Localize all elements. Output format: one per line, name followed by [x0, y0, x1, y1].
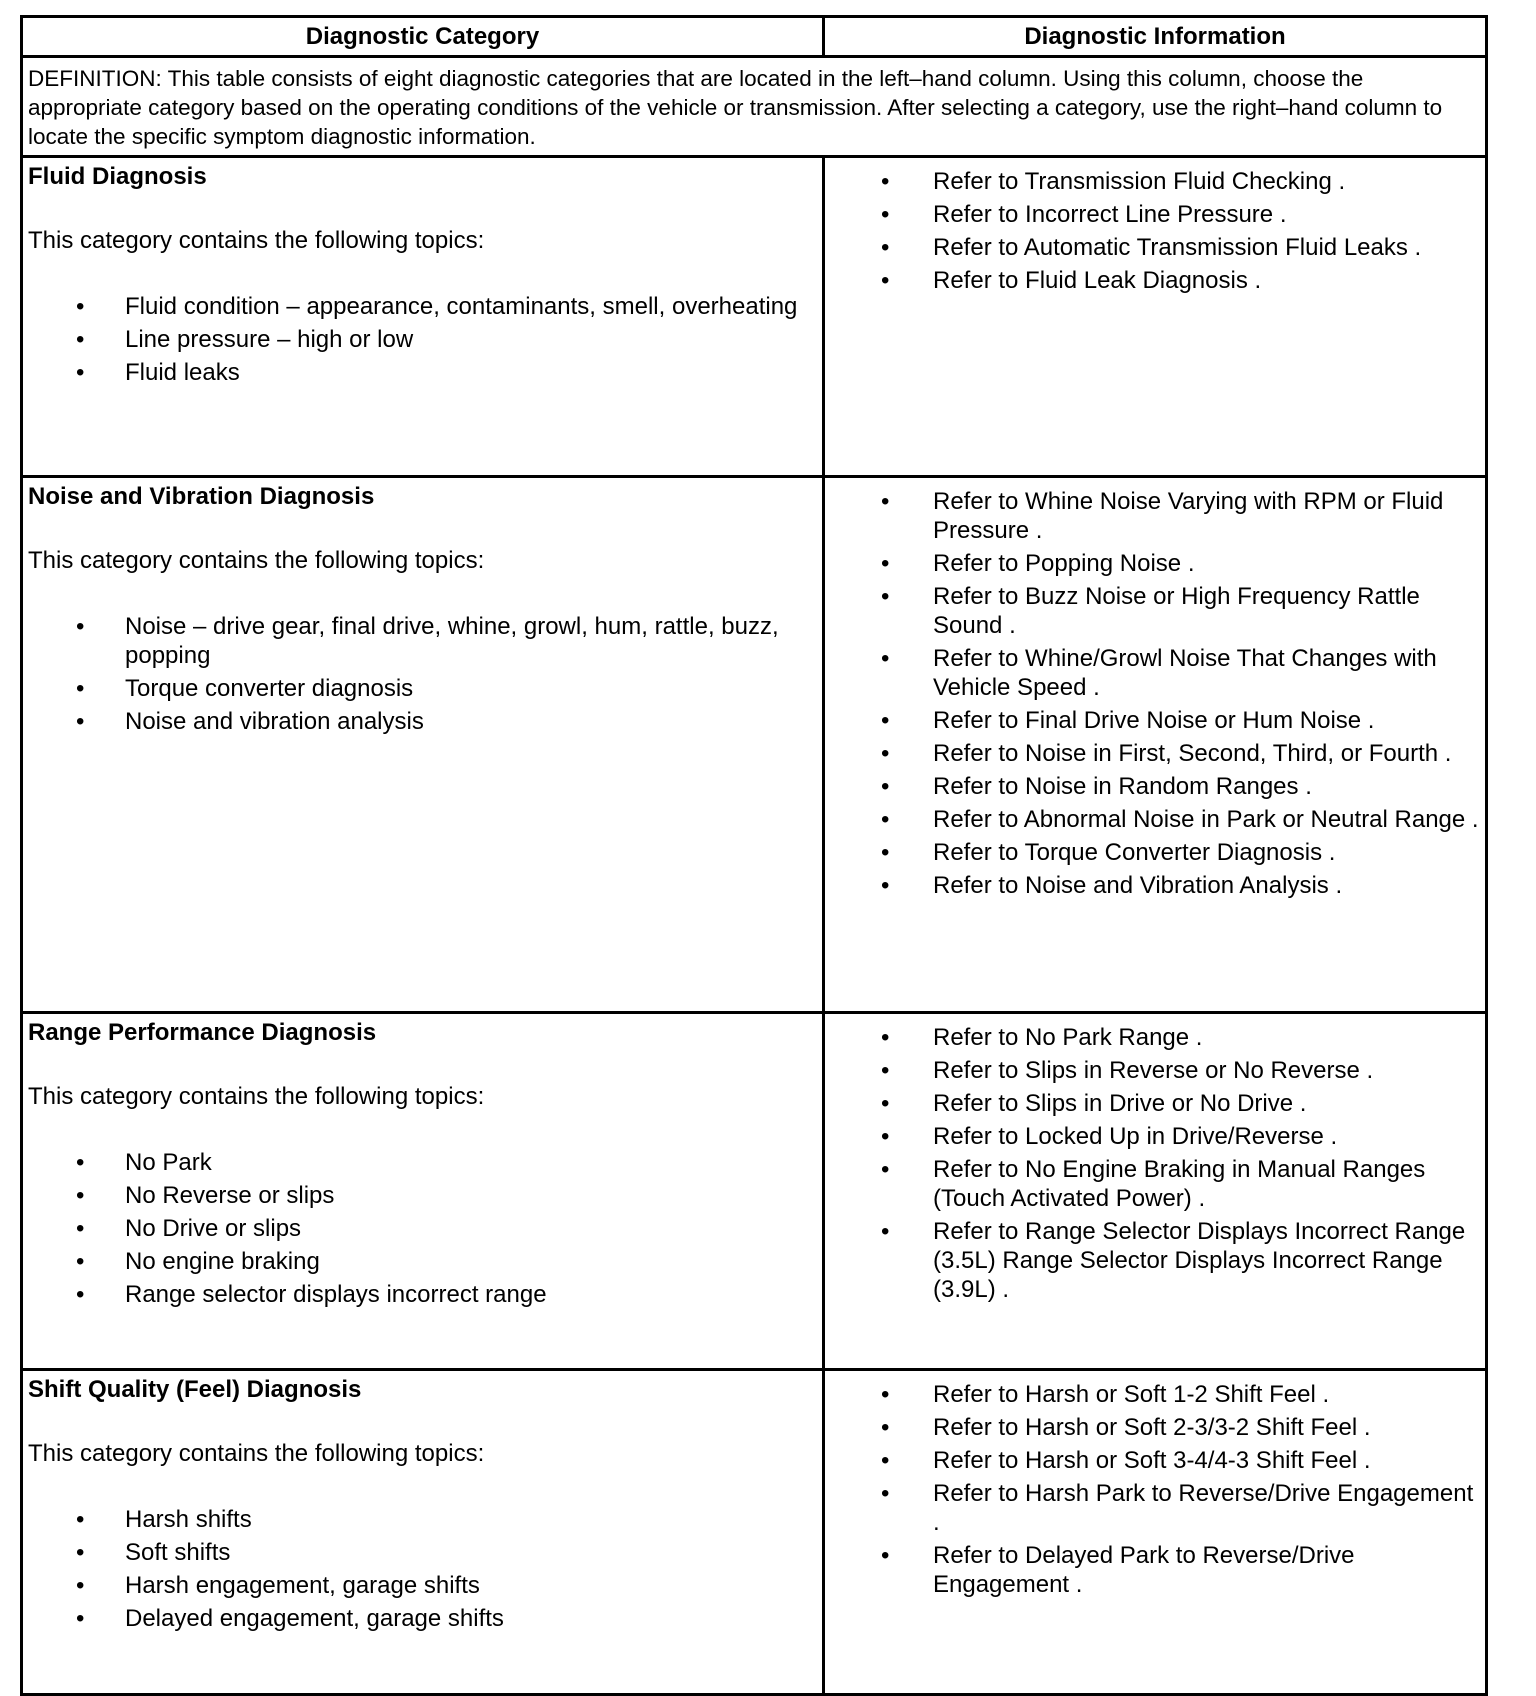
category-title: Fluid Diagnosis [28, 163, 207, 190]
reference-link[interactable]: • Refer to Whine Noise Varying with RPM or Fluid Pressure . [825, 487, 1479, 545]
topic-list [28, 1148, 814, 1309]
information-cell [824, 157, 1487, 477]
reference-list [825, 487, 1479, 900]
reference-link[interactable]: • Refer to No Park Range . [825, 1023, 1479, 1052]
reference-link[interactable]: • Refer to Buzz Noise or High Frequency Rattle Sound . [825, 582, 1479, 640]
topic-item: • Fluid condition – appearance, contaminants, smell, overheating [28, 292, 814, 321]
topic-item: • Fluid leaks [28, 358, 814, 387]
reference-link[interactable]: • Refer to Harsh Park to Reverse/Drive Engagement . [825, 1479, 1479, 1537]
reference-link[interactable]: • Refer to Harsh or Soft 1-2 Shift Feel . [825, 1380, 1479, 1409]
category-cell [22, 477, 824, 1013]
reference-link[interactable]: • Refer to Harsh or Soft 3-4/4-3 Shift Feel . [825, 1446, 1479, 1475]
reference-link[interactable]: • Refer to Torque Converter Diagnosis . [825, 838, 1479, 867]
information-cell [824, 477, 1487, 1013]
definition-text: DEFINITION: This table consists of eight diagnostic categories that are located in the left–hand column. Using this column, choose the appropriate category based on the operating conditions of the vehicle or transmission. After selecting a category, use the right–hand column to locate the specific symptom diagnostic information. [22, 57, 1487, 157]
topic-item: • No Park [28, 1148, 814, 1177]
reference-link[interactable]: • Refer to Locked Up in Drive/Reverse . [825, 1122, 1479, 1151]
topic-list [28, 1505, 814, 1633]
column-header-category: Diagnostic Category [22, 17, 824, 57]
category-cell [22, 157, 824, 477]
reference-link[interactable]: • Refer to Final Drive Noise or Hum Noise . [825, 706, 1479, 735]
topic-item: • Noise – drive gear, final drive, whine, growl, hum, rattle, buzz, popping [28, 612, 814, 670]
category-cell [22, 1013, 824, 1370]
table-row [22, 1370, 1487, 1695]
topic-item: • Torque converter diagnosis [28, 674, 814, 703]
reference-link[interactable]: • Refer to Fluid Leak Diagnosis . [825, 266, 1479, 295]
topic-item: • No Reverse or slips [28, 1181, 814, 1210]
topic-item: • No engine braking [28, 1247, 814, 1276]
category-title: Noise and Vibration Diagnosis [28, 483, 375, 510]
table-header-row [22, 17, 1487, 57]
information-cell [824, 1370, 1487, 1695]
table-row [22, 477, 1487, 1013]
category-intro: This category contains the following topics: [28, 227, 485, 254]
topic-list [28, 292, 814, 387]
topic-item: • Range selector displays incorrect range [28, 1280, 814, 1309]
reference-link[interactable]: • Refer to Transmission Fluid Checking . [825, 167, 1479, 196]
category-intro: This category contains the following topics: [28, 1440, 485, 1467]
reference-link[interactable]: • Refer to Automatic Transmission Fluid Leaks . [825, 233, 1479, 262]
category-title: Shift Quality (Feel) Diagnosis [28, 1376, 362, 1403]
topic-item: • Noise and vibration analysis [28, 707, 814, 736]
topic-item: • Delayed engagement, garage shifts [28, 1604, 814, 1633]
reference-link[interactable]: • Refer to Slips in Drive or No Drive . [825, 1089, 1479, 1118]
topic-item: • Soft shifts [28, 1538, 814, 1567]
topic-item: • Line pressure – high or low [28, 325, 814, 354]
reference-list [825, 1380, 1479, 1599]
diagnostic-table-page [20, 15, 1485, 1696]
reference-link[interactable]: • Refer to Range Selector Displays Incorrect Range (3.5L) Range Selector Displays Incorrect Range (3.9L) . [825, 1217, 1479, 1304]
topic-item: • Harsh engagement, garage shifts [28, 1571, 814, 1600]
reference-link[interactable]: • Refer to Noise and Vibration Analysis . [825, 871, 1479, 900]
topic-item: • Harsh shifts [28, 1505, 814, 1534]
topic-item: • No Drive or slips [28, 1214, 814, 1243]
definition-row [22, 57, 1487, 157]
topic-list [28, 612, 814, 736]
reference-link[interactable]: • Refer to Noise in First, Second, Third, or Fourth . [825, 739, 1479, 768]
column-header-information: Diagnostic Information [824, 17, 1487, 57]
table-row [22, 1013, 1487, 1370]
reference-link[interactable]: • Refer to Abnormal Noise in Park or Neutral Range . [825, 805, 1479, 834]
information-cell [824, 1013, 1487, 1370]
reference-link[interactable]: • Refer to Slips in Reverse or No Reverse . [825, 1056, 1479, 1085]
reference-link[interactable]: • Refer to Delayed Park to Reverse/Drive Engagement . [825, 1541, 1479, 1599]
reference-list [825, 1023, 1479, 1304]
reference-link[interactable]: • Refer to Noise in Random Ranges . [825, 772, 1479, 801]
reference-link[interactable]: • Refer to Incorrect Line Pressure . [825, 200, 1479, 229]
diagnostic-table [20, 15, 1488, 1696]
reference-link[interactable]: • Refer to Whine/Growl Noise That Changes with Vehicle Speed . [825, 644, 1479, 702]
reference-list [825, 167, 1479, 295]
reference-link[interactable]: • Refer to Harsh or Soft 2-3/3-2 Shift Feel . [825, 1413, 1479, 1442]
category-cell [22, 1370, 824, 1695]
reference-link[interactable]: • Refer to No Engine Braking in Manual Ranges (Touch Activated Power) . [825, 1155, 1479, 1213]
table-row [22, 157, 1487, 477]
category-intro: This category contains the following topics: [28, 1083, 485, 1110]
category-title: Range Performance Diagnosis [28, 1019, 377, 1046]
reference-link[interactable]: • Refer to Popping Noise . [825, 549, 1479, 578]
category-intro: This category contains the following topics: [28, 547, 485, 574]
